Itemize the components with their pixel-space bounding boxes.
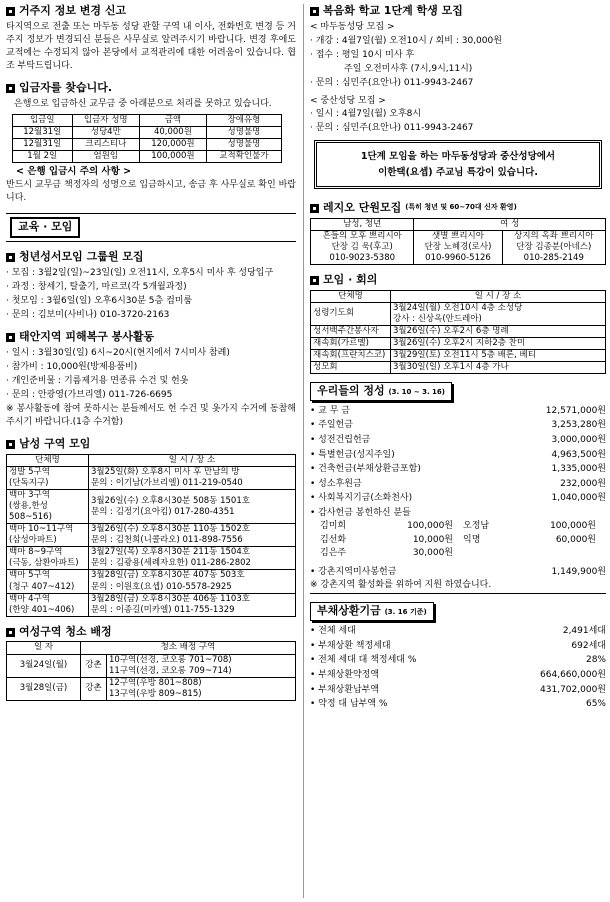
table-row [13, 126, 282, 138]
donor-name: 김미희 [320, 521, 347, 532]
education-banner [6, 213, 296, 242]
square-bullet-icon [310, 204, 319, 213]
table-row [7, 677, 296, 689]
meetings-title: 모임 · 회의 [323, 272, 378, 286]
section-title [6, 4, 296, 19]
item-amount: 232,000원 [560, 478, 606, 489]
section-title [6, 330, 296, 345]
table-cell: 강촌 [81, 654, 107, 677]
table-cell: 120,000원 [139, 139, 206, 151]
men-district-table [6, 454, 296, 617]
item-label: • 전체 세대 [310, 626, 356, 637]
table-cell: 3월30일(일) 오후1시 4층 가나 [391, 361, 606, 373]
table-header-row [311, 290, 606, 302]
legio-table [310, 218, 606, 265]
table-row [311, 349, 606, 361]
item-amount: 12,571,000원 [545, 405, 606, 416]
table-cell: 12구역(우방 801~808) [107, 677, 296, 689]
table-row [7, 593, 296, 616]
item-amount: 28% [585, 655, 606, 666]
table-row [7, 547, 296, 570]
offering-title-text: 우리들의 정성 [317, 383, 385, 397]
table-cell: 3월28일(금) [7, 677, 81, 700]
square-bullet-icon [6, 628, 15, 637]
list-item: · 문의 : 심민주(요안나) 011-9943-2467 [310, 77, 474, 88]
table-cell: 3월24일(월) 오전10시 4층 소성당 강사 : 신상옥(안드레아) [391, 302, 606, 325]
list-item: 주일 오전미사후 (7시,9시,11시) [344, 63, 473, 74]
cell-line: 흔들의 모후 쁘리시아 [322, 230, 402, 241]
table-cell: 크리스티나 [72, 139, 139, 151]
section-title [6, 250, 296, 265]
list-item: · 일시 : 4월7일(월) 오후8시 [310, 109, 422, 120]
item-label: • 부채상환납부액 [310, 684, 380, 695]
square-bullet-icon [6, 7, 15, 16]
table-row [311, 230, 606, 264]
list-item: · 첫모임 : 3월6일(일) 오후6시30분 5층 컴미룸 [6, 295, 193, 306]
section-title [6, 437, 296, 452]
item-amount: 1,149,900원 [551, 566, 606, 577]
list-item: · 문의 : 김보미(사비나) 010-3720-2163 [6, 309, 170, 320]
table-cell: 3월26일(수) 오후2시 지하2층 찬미 [391, 337, 606, 349]
list-item: · 접수 : 평일 10시 미사 후 [310, 49, 415, 60]
item-label: • 부채상환 책정세대 [310, 640, 391, 651]
table-cell: 3월29일(토) 오전11시 5층 배론, 베티 [391, 349, 606, 361]
section-title [6, 81, 296, 96]
table-cell: 3월25일(화) 오후8시 미사 후 만남의 방 문의 : 이기남(가브리엘) 011-219-0540 [89, 467, 296, 490]
square-bullet-icon [310, 276, 319, 285]
cell-line: 상지의 옥좌 쁘리시아 [514, 230, 594, 241]
table-row [13, 139, 282, 151]
lecture-notice-line: 이한택(요셉) 주교님 특강이 있습니다. [378, 166, 538, 178]
table-header: 금액 [139, 114, 206, 126]
table-cell: 3월28일(금) 오후8시30분 407동 503호 문의 : 이원호(요셉) 010-5578-2925 [89, 570, 296, 593]
item-amount: 692세대 [571, 640, 606, 651]
table-header: 단체명 [311, 290, 391, 302]
donor-amount: 100,000원 [407, 521, 453, 532]
offering-list [310, 404, 606, 595]
table-row [311, 325, 606, 337]
cell-line: 010-285-2149 [523, 252, 584, 263]
cell-line: 샛별 쁘리시아 [432, 230, 484, 241]
square-bullet-icon [310, 7, 319, 16]
donor-name: 김은주 [320, 548, 347, 559]
item-amount: 3,253,280원 [551, 420, 606, 431]
table-cell [502, 230, 605, 264]
list-item [310, 448, 606, 463]
education-title: 교육 · 모임 [10, 217, 80, 238]
depositor-table [12, 114, 282, 163]
donor-grid [320, 520, 606, 561]
table-cell: 백마 3구역 (쌍용,한성 508~516) [7, 490, 89, 524]
item-label: • 성전건립헌금 [310, 434, 371, 445]
item-label: • 성소후원금 [310, 478, 362, 489]
table-cell: 백마 5구역 (청구 407~412) [7, 570, 89, 593]
square-bullet-icon [6, 440, 15, 449]
men-district-title: 남성 구역 모임 [19, 437, 91, 451]
meetings-table [310, 290, 606, 374]
cell-line: 010-9023-5380 [329, 252, 396, 263]
right-column [310, 4, 606, 712]
legio-title: 레지오 단원모집 [323, 200, 402, 214]
table-cell [311, 230, 414, 264]
square-bullet-icon [6, 84, 15, 93]
list-item [310, 668, 606, 683]
donor-name: 익명 [463, 534, 481, 545]
table-row [7, 654, 296, 666]
debt-heading [310, 602, 606, 621]
donor-entry [463, 520, 606, 534]
donor-name: 김선화 [320, 534, 347, 545]
table-header-row [7, 454, 296, 466]
table-cell: 12월31일 [13, 126, 73, 138]
list-item [310, 462, 606, 477]
table-cell: 3월27일(목) 오후8시30분 211동 1504호 문의 : 김광용(세례자요한) 011-286-2802 [89, 547, 296, 570]
table-cell: 성서백주간봉사자 [311, 325, 391, 337]
table-cell: 정발 5구역 (단독지구) [7, 467, 89, 490]
item-label: • 사회복지기금(소화천사) [310, 493, 413, 504]
donor-name: 오정남 [463, 521, 490, 532]
list-item [310, 639, 606, 654]
list-item [310, 683, 606, 698]
item-label: • 건축헌금(부채상환금포함) [310, 464, 421, 475]
item-label: • 특별헌금(성지주일) [310, 449, 395, 460]
bible-group-title: 청년성서모임 그룹원 모집 [19, 249, 144, 263]
item-amount: 664,660,000원 [540, 669, 606, 680]
table-cell: 교적확인불가 [206, 151, 281, 163]
table-cell: 13구역(우방 809~815) [107, 689, 296, 701]
item-amount: 3,000,000원 [551, 434, 606, 445]
item-amount: 4,963,500원 [551, 449, 606, 460]
table-cell: 백마 8~9구역 (극동, 삼환아파트) [7, 547, 89, 570]
item-label: • 주일헌금 [310, 420, 353, 431]
table-row [7, 524, 296, 547]
table-cell: 40,000원 [139, 126, 206, 138]
table-cell: 3월26일(수) 오후8시30분 508동 1501호 문의 : 김정기(요아킴) 017-280-4351 [89, 490, 296, 524]
cell-line: 단장 김종분(아네스) [516, 241, 592, 252]
lecture-notice-box [314, 140, 602, 188]
donor-entry [463, 534, 606, 548]
table-cell: 1월 2일 [13, 151, 73, 163]
table-cell: 11구역(선경, 코오롱 709~714) [107, 666, 296, 678]
item-label: • 약정 대 납부액 % [310, 699, 388, 710]
section-title [310, 4, 606, 19]
list-item: · 모집 : 3월2일(일)~23일(일) 오전11시, 오후5시 미사 후 성당입구 [6, 267, 274, 278]
item-label: • 전체 세대 대 책정세대 % [310, 655, 417, 666]
cell-line: 단장 노혜경(로사) [424, 241, 492, 252]
offering-title [310, 382, 452, 401]
list-item: · 참가비 : 10,000원(방제용품비) [6, 362, 138, 373]
donor-title: • 감사헌금 봉헌하신 분들 [310, 507, 411, 518]
table-cell: 성모회 [311, 361, 391, 373]
address-change-body: 타지역으로 전출 또는 마두동 성당 관할 구역 내 이사, 전화번호 변경 등 거주지 정보가 변경되신 분들은 사무실로 알려주시기 바랍니다. 변경 후에도 교적에는 수정되지 않아 본당에서 교적관리에 대한 어려움이 있습니다. 협조 부탁드립니다. [6, 21, 296, 71]
depositor-title: 입금자를 찾습니다. [19, 81, 113, 95]
bank-warning-body: 반드시 교무금 책정자의 성명으로 입금하시고, 송금 후 사무실로 확인 바랍니다. [6, 179, 296, 203]
left-column [6, 4, 296, 701]
table-cell: 재속회(프란치스코) [311, 349, 391, 361]
table-header: 일 시 / 장 소 [391, 290, 606, 302]
table-cell: 백마 10~11구역 (삼성아파트) [7, 524, 89, 547]
donor-entry [320, 520, 463, 534]
table-row [13, 151, 282, 163]
lecture-notice-line: 1단계 모임을 하는 마두동성당과 중산성당에서 [360, 151, 556, 163]
table-cell: 3월26일(수) 오후2시 6층 명례 [391, 325, 606, 337]
table-row [7, 490, 296, 524]
table-header: 일 자 [7, 642, 81, 654]
item-label: • 강촌지역미사봉헌금 [310, 566, 397, 577]
list-item [310, 477, 606, 492]
list-item: · 문의 : 심민주(요안나) 011-9943-2467 [310, 123, 474, 134]
cell-line: 010-9960-5126 [425, 252, 491, 263]
table-header-row [311, 218, 606, 230]
donor-entry [463, 547, 606, 561]
table-header-row [7, 642, 296, 654]
table-cell: 성명불명 [206, 139, 281, 151]
table-cell: 엄원임 [72, 151, 139, 163]
square-bullet-icon [6, 253, 15, 262]
table-row [7, 467, 296, 490]
item-amount: 1,040,000원 [551, 493, 606, 504]
item-amount: 2,491세대 [562, 626, 606, 637]
item-label: • 교 무 금 [310, 405, 350, 416]
list-item [310, 404, 606, 419]
debt-title [310, 602, 434, 621]
column-divider [303, 4, 304, 898]
evangelization-title: 복음화 학교 1단계 학생 모집 [323, 4, 463, 17]
section-title [310, 201, 606, 216]
table-header: 단체명 [7, 454, 89, 466]
table-header: 입금일 [13, 114, 73, 126]
volunteer-title: 태안지역 피해복구 봉사활동 [19, 330, 155, 344]
cell-line: 단장 김 욱(후고) [331, 241, 393, 252]
list-item [310, 624, 606, 639]
table-header: 남성, 청년 [311, 218, 414, 230]
women-cleaning-table [6, 641, 296, 700]
square-bullet-icon [6, 333, 15, 342]
table-cell: 재속회(가르멜) [311, 337, 391, 349]
table-header-row [13, 114, 282, 126]
section-title [310, 273, 606, 288]
list-item [310, 653, 606, 668]
list-item: · 개인준비물 : 기름제거용 면종류 수건 및 헌옷 [6, 376, 189, 387]
table-row [7, 570, 296, 593]
list-item: · 과정 : 창세기, 탈출기, 마르코(각 5개월과정) [6, 281, 187, 292]
donor-entry [320, 547, 463, 561]
volunteer-note: ※ 봉사활동에 참여 못하시는 분들께서도 헌 수건 및 옷가지 수거에 동참해 주시기 바랍니다.(1층 수거함) [6, 404, 296, 428]
table-cell: 성령기도회 [311, 302, 391, 325]
table-cell: 3월26일(수) 오후8시30분 110동 1502호 문의 : 김천희(니콜라오) 011-898-7556 [89, 524, 296, 547]
section-title [6, 625, 296, 640]
table-cell: 10구역(선경, 코오롱 701~708) [107, 654, 296, 666]
item-amount: 65% [585, 699, 606, 710]
list-item [310, 433, 606, 448]
address-change-title: 거주지 정보 변경 신고 [19, 4, 127, 17]
list-item [310, 418, 606, 433]
table-cell: 12월31일 [13, 139, 73, 151]
donor-amount: 10,000원 [412, 534, 453, 545]
table-header: 여 성 [414, 218, 606, 230]
debt-title-text: 부채상환기금 [317, 604, 381, 618]
list-item [310, 565, 606, 580]
table-row [311, 361, 606, 373]
table-cell: 백마 4구역 (한양 401~406) [7, 593, 89, 616]
offering-note: ※ 강촌지역 활성화를 위하여 지원 하였습니다. [310, 579, 606, 594]
list-item [310, 491, 606, 506]
legio-subtitle: (특히 청년 및 60~70대 신자 환영) [405, 203, 517, 212]
group-label: < 중산성당 모집 > [310, 95, 386, 106]
table-header: 입금자 성명 [72, 114, 139, 126]
table-row [311, 302, 606, 325]
donor-amount: 60,000원 [555, 534, 596, 545]
item-label: • 부채상환약정액 [310, 669, 380, 680]
table-header: 일 시 / 장 소 [89, 454, 296, 466]
item-amount: 1,335,000원 [551, 464, 606, 475]
list-item: · 문의 : 안광영(가브리엘) 011-726-6695 [6, 390, 173, 401]
debt-list [310, 624, 606, 711]
table-header: 장애유형 [206, 114, 281, 126]
list-item: · 개강 : 4월7일(월) 오전10시 / 회비 : 30,000원 [310, 35, 502, 46]
bank-warning-title: < 은행 입금시 주의 사항 > [16, 166, 132, 178]
women-cleaning-title: 여성구역 청소 배정 [19, 624, 112, 638]
debt-period: (3. 16 기준) [384, 608, 427, 617]
list-item [310, 697, 606, 712]
table-cell: 3월24일(월) [7, 654, 81, 677]
list-item [310, 506, 606, 521]
table-cell [414, 230, 502, 264]
table-cell: 성당4만 [72, 126, 139, 138]
table-row [311, 337, 606, 349]
list-item: · 일시 : 3월30일(일) 6시~20시(현지에서 7시미사 참례) [6, 348, 230, 359]
group-label: < 마두동성당 모집 > [310, 21, 395, 32]
table-header: 청소 배정 구역 [81, 642, 296, 654]
donor-amount: 100,000원 [550, 521, 596, 532]
depositor-intro: 은행으로 입금하신 교무금 중 아래분으로 처리를 못하고 있습니다. [14, 98, 272, 109]
table-cell: 강촌 [81, 677, 107, 700]
table-cell: 100,000원 [139, 151, 206, 163]
donor-entry [320, 534, 463, 548]
donor-amount: 30,000원 [412, 548, 453, 559]
item-amount: 431,702,000원 [540, 684, 606, 695]
offering-heading [310, 382, 606, 401]
offering-period: (3. 10 ~ 3. 16) [388, 387, 445, 396]
table-cell: 성명불명 [206, 126, 281, 138]
table-cell: 3월28일(금) 오후8시30분 406동 1103호 문의 : 이종길(미카엘) 011-755-1329 [89, 593, 296, 616]
